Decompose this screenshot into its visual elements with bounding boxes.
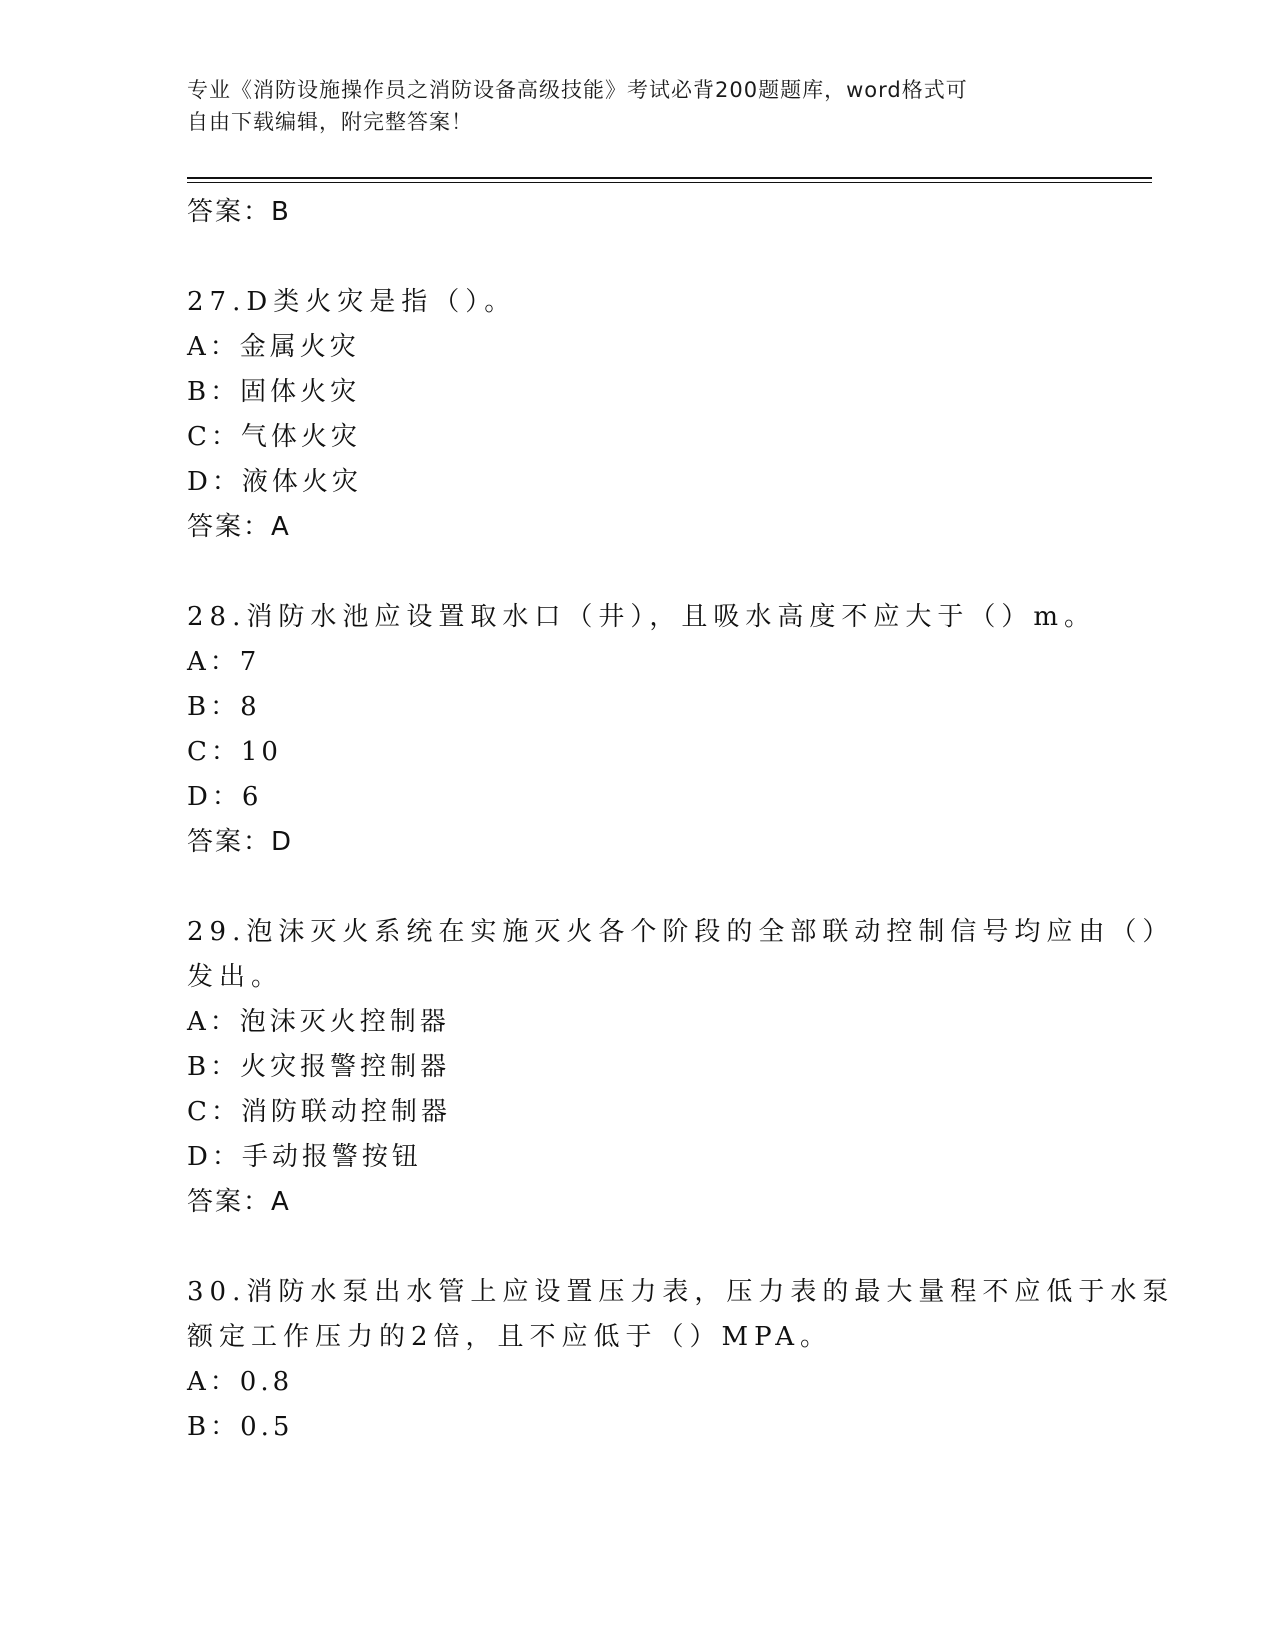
option-d: D：液体火灾	[187, 467, 362, 497]
header-title-line-1: 专业《消防设施操作员之消防设备高级技能》考试必背200题题库，word格式可	[187, 78, 968, 102]
question-answer	[187, 505, 1087, 550]
question-stem-line: 28.消防水池应设置取水口（井），且吸水高度不应大于（）m。	[187, 602, 1097, 632]
question-27	[187, 280, 1087, 550]
option-b: B：火灾报警控制器	[187, 1052, 451, 1082]
option-b: B：0.5	[187, 1412, 294, 1442]
document-header	[187, 74, 1067, 138]
question-30	[187, 1270, 1175, 1450]
question-stem	[187, 910, 1175, 1000]
answer-value: A	[271, 1187, 290, 1217]
spacer	[187, 865, 1087, 910]
question-stem	[187, 280, 1087, 325]
option-a: A：7	[187, 647, 261, 677]
question-stem	[187, 1270, 1175, 1360]
question-stem-line: 额定工作压力的2倍，且不应低于（）MPA。	[187, 1322, 833, 1352]
spacer	[187, 550, 1087, 595]
option-b: B：固体火灾	[187, 377, 361, 407]
question-28	[187, 595, 1097, 865]
answer-label: 答案：	[187, 827, 272, 857]
answer-value: D	[271, 827, 293, 857]
option-c: C：气体火灾	[187, 422, 361, 452]
previous-answer	[187, 190, 1087, 235]
option-d: D：6	[187, 782, 263, 812]
question-answer	[187, 820, 1087, 865]
option-a: A：0.8	[187, 1367, 294, 1397]
spacer	[187, 1225, 1087, 1270]
answer-label: 答案：	[187, 197, 272, 227]
answer-label: 答案：	[187, 1187, 272, 1217]
question-stem-line: 30.消防水泵出水管上应设置压力表，压力表的最大量程不应低于水泵	[187, 1277, 1175, 1307]
answer-value: A	[271, 512, 290, 542]
question-stem-line: 29.泡沫灭火系统在实施灭火各个阶段的全部联动控制信号均应由（）	[187, 917, 1175, 947]
option-a: A：泡沫灭火控制器	[187, 1007, 450, 1037]
answer-label: 答案：	[187, 512, 272, 542]
option-c: C：10	[187, 737, 282, 767]
question-29	[187, 910, 1175, 1225]
option-a: A：金属火灾	[187, 332, 360, 362]
question-stem-line: 发出。	[187, 962, 284, 992]
question-stem-line: 27.D类火灾是指（）。	[187, 287, 517, 317]
option-b: B：8	[187, 692, 261, 722]
option-c: C：消防联动控制器	[187, 1097, 451, 1127]
header-title-line-2: 自由下载编辑，附完整答案！	[187, 110, 473, 134]
spacer	[187, 235, 1087, 280]
question-list	[187, 190, 1175, 1450]
question-stem	[187, 595, 1097, 640]
header-divider-thin	[187, 182, 1152, 183]
option-d: D：手动报警按钮	[187, 1142, 422, 1172]
question-answer	[187, 1180, 1087, 1225]
header-divider-thick	[187, 177, 1152, 179]
answer-value: B	[271, 197, 290, 227]
